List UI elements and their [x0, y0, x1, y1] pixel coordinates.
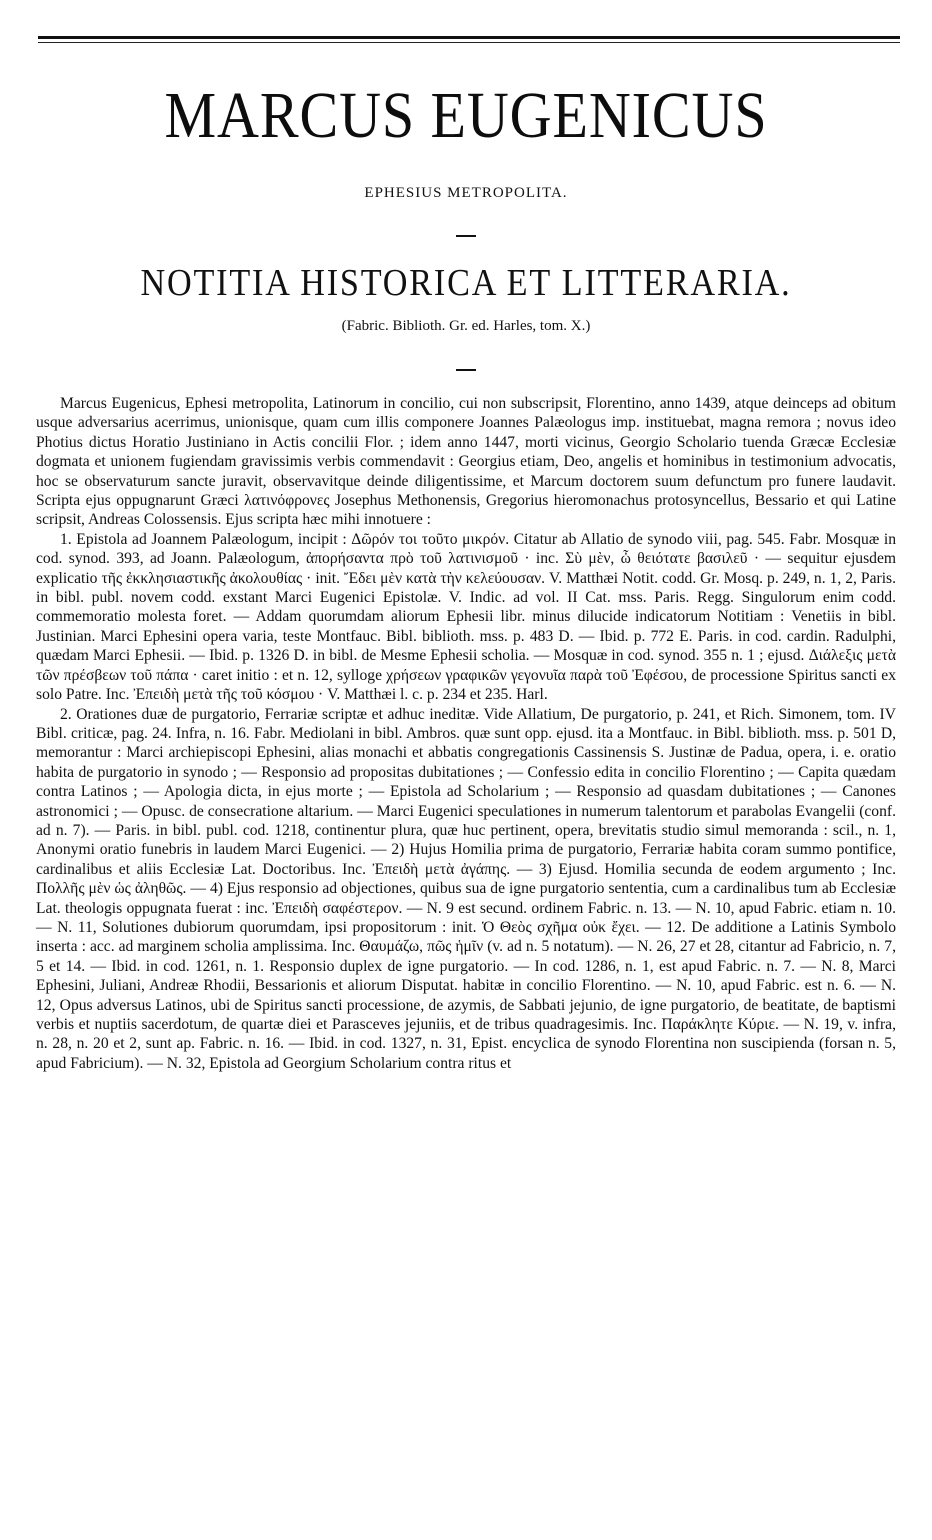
paragraph-item-1: 1. Epistola ad Joannem Palæologum, incipit : Δῶρόν τοι τοῦτο μικρόν. Citatur ab Allatio de synodo viii, pag. 545. Fabr. Mosquæ in cod. synod. 393, ad Joann. Palæologum, ἀπορήσαντα πρὸ τοῦ λατινισμοῦ · inc. Σὺ μὲν, ὦ θειότατε βασιλεῦ · — sequitur ejusdem explicatio τῆς ἐκκλησιαστικῆς ἀκολουθίας · init. Ἔδει μὲν κατὰ τὴν κελεύουσαν. V. Matthæi Notit. codd. Gr. Mosq. p. 249, n. 1, 2, Paris. in bibl. publ. novem codd. exstant Marci Eugenici Epistolæ. V. Indic. ad vol. II Cat. mss. Paris. Regg. Singulorum enim codd. commemoratio molesta foret. — Addam quorumdam aliorum Ephesii libr. minus dilucide indicatorum Notitiam : Venetiis in bibl. Justinian. Marci Ephesini opera varia, teste Montfauc. Bibl. biblioth. mss. p. 483 D. — Ibid. p. 772 E. Paris. in cod. cardin. Radulphi, quædam Marci Ephesii. — Ibid. p. 1326 D. in bibl. de Mesme Ephesii scholia. — Mosquæ in cod. synod. 355 n. 1 ; ejusd. Διάλεξις μετὰ τῶν πρέσβεων τοῦ πάπα · caret initio : et n. 12, sylloge χρήσεων γραφικῶν γεγονυῖα παρὰ τοῦ Ἐφέσου, de processione Spiritus sancti ex solo Patre. Inc. Ἐπειδὴ μετὰ τῆς τοῦ κόσμου · V. Matthæi l. c. p. 234 et 235. Harl. [36, 530, 896, 704]
page-title: MARCUS EUGENICUS [164, 79, 768, 152]
paragraph-intro: Marcus Eugenicus, Ephesi metropolita, Latinorum in concilio, cui non subscripsit, Florentino, anno 1439, atque deinceps ad obitum usque adversarius acerrimus, unionisque, quam cum illis componere Joannes Palæologus imp. instituebat, magna remora ; novus ideo Photius dictus Horatio Justiniano in Actis concilii Flor. ; idem anno 1447, morti vicinus, Georgio Scholario tuenda Græcæ Ecclesiæ dogmata et unionem fugiendam gravissimis verbis commendavit : Georgius etiam, Deo, angelis et hominibus in testimonium advocatis, hoc se observaturum sancte juravit, observavitque deinde diligentissime, et Marcum doctorem suum defunctum pro funere laudavit. Scripta ejus oppugnarunt Græci λατινόφρονες Josephus Methonensis, Gregorius hieromonachus protosyncellus, Bessario et qui Latine scripsit, Andreas Colossensis. Ejus scripta hæc mihi innotuere : [36, 395, 896, 529]
source-citation: (Fabric. Biblioth. Gr. ed. Harles, tom. X.) [341, 318, 591, 334]
page-subtitle: EPHESIUS METROPOLITA. [364, 185, 568, 201]
divider-dash [456, 235, 476, 237]
top-rule-thin [38, 42, 900, 43]
divider-dash [456, 369, 476, 371]
body-text [36, 394, 896, 1073]
paragraph-item-2: 2. Orationes duæ de purgatorio, Ferrariæ scriptæ et adhuc ineditæ. Vide Allatium, De purgatorio, p. 241, et Rich. Simonem, tom. IV Bibl. criticæ, pag. 24. Infra, n. 16. Fabr. Mediolani in bibl. Ambros. quæ sunt opp. ejusd. ita a Montfauc. in Bibl. biblioth. mss. p. 501 D, memorantur : Marci archiepiscopi Ephesini, alias monachi et abbatis congregationis Cassinensis S. Justinæ de Padua, opera, i. e. oratio habita de purgatorio in synodo ; — Responsio ad propositas dubitationes ; — Confessio edita in concilio Florentino ; — Capita quædam contra Latinos ; — Apologia dicta, in ejus morte ; — Epistola ad Scholarium ; — Responsio ad quasdam dubitationes ; — Canones astronomici ; — Opusc. de consecratione altarium. — Marci Eugenici speculationes in numerum talentorum et parabolas Evangelii (conf. ad n. 7). — Paris. in bibl. publ. cod. 1218, continentur plura, quæ huc pertinent, opera, brevitatis studio simul memoranda : scil., n. 1, Anonymi oratio funebris in laudem Marci Eugenici. — 2) Hujus Homilia prima de purgatorio, Ferrariæ habita coram summo pontifice, cardinalibus et aliis Ecclesiæ Lat. Doctoribus. Inc. Ἐπειδὴ μετὰ ἀγάπης. — 3) Ejusd. Homilia secunda de eodem argumento ; Inc. Πολλῆς μὲν ὡς ἀληθῶς. — 4) Ejus responsio ad objectiones, quibus sua de igne purgatorio sententia, cum a cardinalibus tum ab Ecclesiæ Lat. theologis oppugnata fuerat : inc. Ἐπειδὴ σαφέστερον. — N. 9 est secund. ordinem Fabric. n. 13. — N. 10, apud Fabric. etiam n. 10. — N. 11, Solutiones dubiorum quorumdam, ipsi propositorum : init. Ὁ Θεὸς σχῆμα οὐκ ἔχει. — 12. De additione a Latinis Symbolo inserta : acc. ad marginem scholia amplissima. Inc. Θαυμάζω, πῶς ἡμῖν (v. ad n. 5 notatum). — N. 26, 27 et 28, citantur ad Fabricio, n. 7, 5 et 14. — Ibid. in cod. 1261, n. 1. Responsio duplex de igne purgatorio. — In cod. 1286, n. 1, est apud Fabric. n. 7. — N. 8, Marci Ephesini, Juliani, Andreæ Rhodii, Bessarionis et aliorum Disputat. habitæ in concilio Florentino. — N. 10, apud Fabric. est n. 6. — N. 12, Opus adversus Latinos, ubi de Spiritus sancti processione, de azymis, de Sabbati jejunio, de igne purgatorio, de beatitate, de baptismi verbis et nuptiis sacerdotum, de quartæ diei et Parasceves jejuniis, et de tribus quadragesimis. Inc. Παράκλητε Κύριε. — N. 19, v. infra, n. 28, n. 20 et 2, sunt ap. Fabric. n. 16. — Ibid. in cod. 1327, n. 31, Epist. encyclica de synodo Florentina non suscipienda (forsan n. 5, apud Fabricium). — N. 32, Epistola ad Georgium Scholarium contra ritus et [36, 705, 896, 1072]
section-heading: NOTITIA HISTORICA ET LITTERARIA. [140, 262, 792, 304]
top-rule [38, 36, 900, 39]
